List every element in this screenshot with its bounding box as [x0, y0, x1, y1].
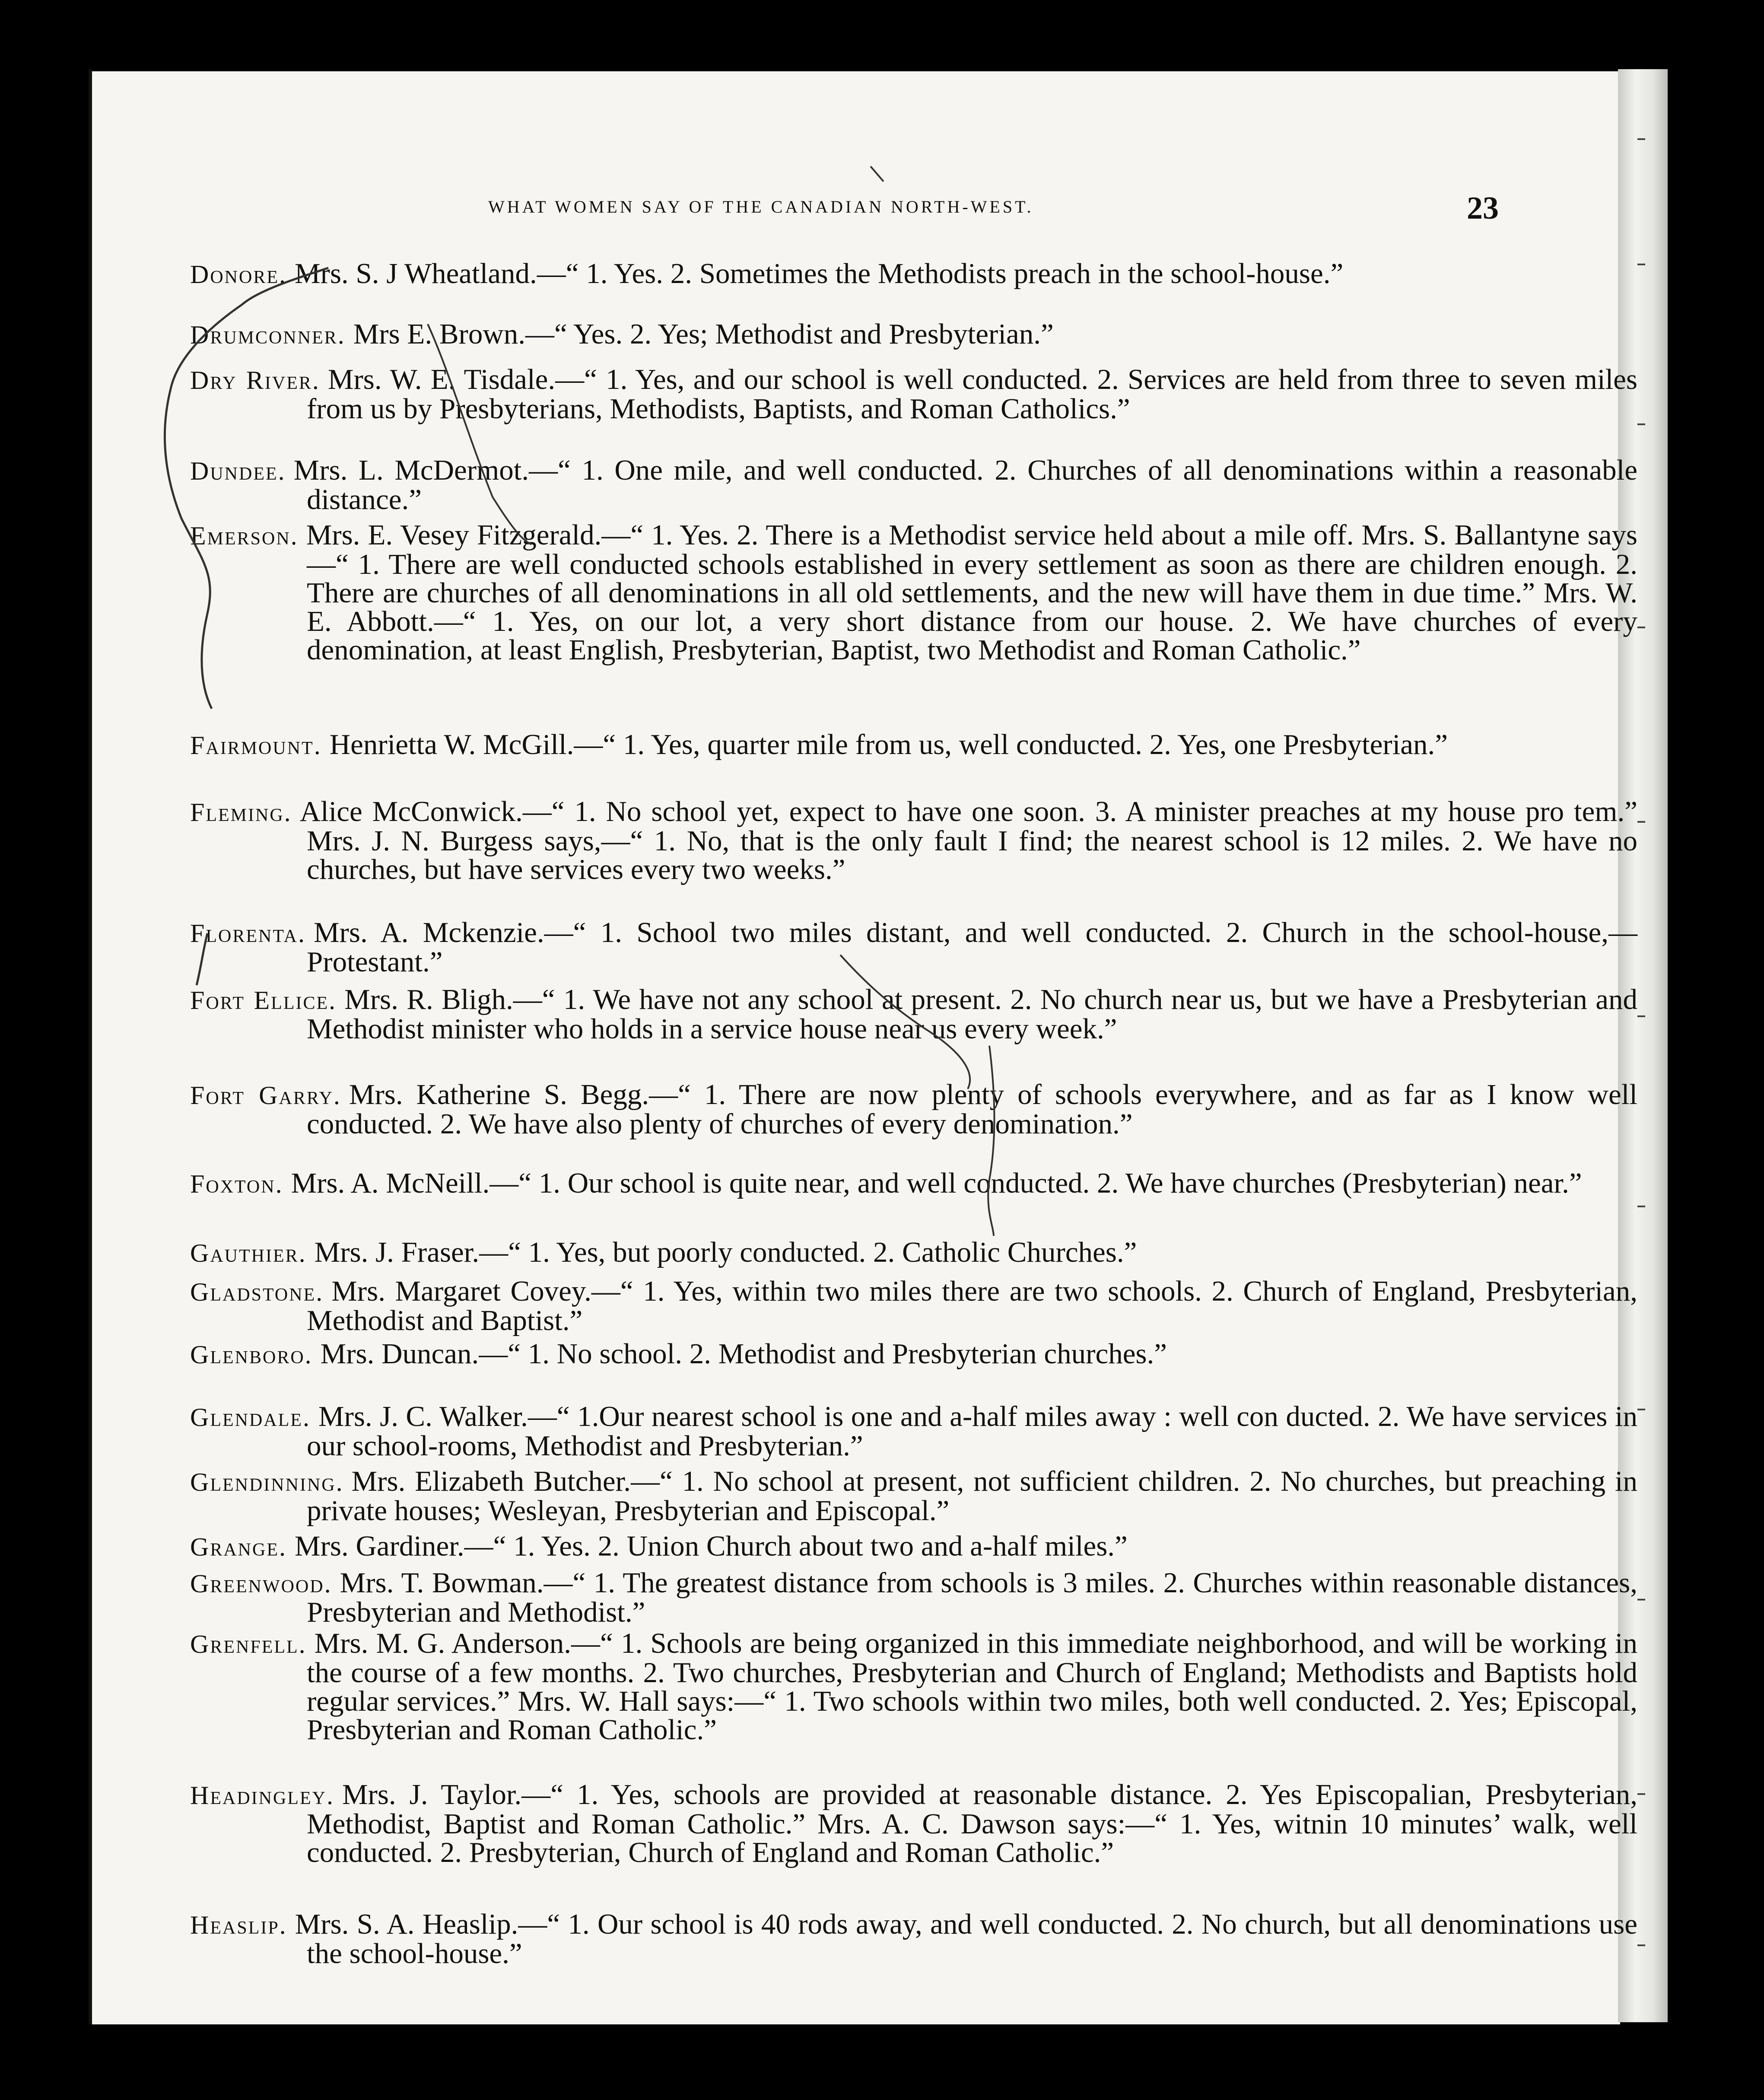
margin-mark	[1637, 1409, 1645, 1410]
place-name: Emerson.	[190, 522, 299, 550]
margin-mark	[1637, 1944, 1645, 1946]
entry-text: Mrs. Katherine S. Begg.—“ 1. There are now plenty of schools everywhere, and as far as I know well conducted. 2. We have also plenty of churches of every denomination.”	[307, 1079, 1637, 1140]
entry-heaslip	[190, 1910, 1637, 1968]
entry-text: Mrs. Elizabeth Butcher.—“ 1. No school at present, not sufficient children. 2. No churches, but preaching in private houses; Wesleyan, Presbyterian and Episcopal.”	[307, 1465, 1637, 1527]
place-name: Greenwood.	[190, 1569, 332, 1598]
entry-glenboro	[190, 1340, 1637, 1369]
place-name: Fort Ellice.	[190, 986, 337, 1015]
entry-gauthier	[190, 1238, 1637, 1267]
place-name: Dry River.	[190, 366, 320, 395]
entry-fort-garry	[190, 1080, 1637, 1138]
entry-text: Mrs E. Brown.—“ Yes. 2. Yes; Methodist and Presbyterian.”	[353, 318, 1054, 350]
page-left-border	[89, 69, 92, 2024]
entry-text: Mrs. S. A. Heaslip.—“ 1. Our school is 40 rods away, and well conducted. 2. No church, but all denominations use the school-house.”	[295, 1908, 1637, 1970]
place-name: Grenfell.	[190, 1630, 307, 1658]
place-name: Grange.	[190, 1533, 287, 1561]
place-name: Fort Garry.	[190, 1081, 341, 1110]
entry-text: Mrs. J. Taylor.—“ 1. Yes, schools are provided at reasonable distance. 2. Yes Episcopalian, Presbyterian, Methodist, Baptist and Roman Catholic.” Mrs. A. C. Dawson says:—“ 1. Yes, witnin 10 minutes’ walk, well conducted. 2. Presbyterian, Church of England and Roman Catholic.”	[307, 1779, 1637, 1868]
entry-donore	[190, 259, 1637, 289]
margin-mark	[1637, 138, 1645, 140]
entry-text: Mrs. T. Bowman.—“ 1. The greatest distance from schools is 3 miles. 2. Churches within reasonable distances, Presbyterian and Methodist.”	[307, 1567, 1637, 1628]
place-name: Gladstone.	[190, 1278, 324, 1306]
entry-text: Mrs. Margaret Covey.—“ 1. Yes, within two miles there are two schools. 2. Church of England, Presbyterian, Methodist and Baptist.”	[307, 1275, 1637, 1336]
entry-text: Mrs. E. Vesey Fitzgerald.—“ 1. Yes. 2. There is a Methodist service held about a mile off. Mrs. S. Ballantyne says—“ 1. There are well conducted schools established in every settlement as soon as there are children enough. 2. There are churches of all denominations in all old settlements, and the new will have them in due time.” Mrs. W. E. Abbott.—“ 1. Yes, on our lot, a very short distance from our house. 2. We have churches of every denomination, at least English, Presbyterian, Baptist, two Methodist and Roman Catholic.”	[306, 519, 1637, 666]
entry-gladstone	[190, 1277, 1637, 1335]
entry-text: Mrs. Duncan.—“ 1. No school. 2. Methodist and Presbyterian churches.”	[320, 1338, 1167, 1370]
place-name: Headingley.	[190, 1781, 334, 1810]
running-header: WHAT WOMEN SAY OF THE CANADIAN NORTH-WEST.	[488, 197, 1034, 216]
entry-greenwood	[190, 1569, 1637, 1626]
entry-text: Mrs. W. E. Tisdale.—“ 1. Yes, and our school is well conducted. 2. Services are held from three to seven miles from us by Presbyterians, Methodists, Baptists, and Roman Catholics.”	[307, 363, 1637, 425]
entry-text: Mrs. A. Mckenzie.—“ 1. School two miles distant, and well conducted. 2. Church in the school-house,—Protestant.”	[307, 916, 1637, 978]
margin-mark	[1637, 821, 1645, 823]
entry-text: Mrs. L. McDermot.—“ 1. One mile, and well conducted. 2. Churches of all denominations within a reasonable distance.”	[293, 454, 1637, 515]
entry-emerson	[190, 521, 1637, 664]
entry-fairmount	[190, 730, 1637, 760]
place-name: Fleming.	[190, 798, 292, 827]
place-name: Foxton.	[190, 1170, 283, 1198]
entry-glendale	[190, 1402, 1637, 1460]
entry-glendinning	[190, 1467, 1637, 1525]
entry-dundee	[190, 456, 1637, 514]
place-name: Glenboro.	[190, 1340, 313, 1369]
entry-foxton	[190, 1169, 1637, 1198]
entry-text: Henrietta W. McGill.—“ 1. Yes, quarter mile from us, well conducted. 2. Yes, one Presbyterian.”	[329, 729, 1448, 760]
place-name: Florenta.	[190, 919, 306, 948]
margin-mark	[1637, 1793, 1645, 1795]
entry-headingley	[190, 1780, 1637, 1867]
entry-fort-ellice	[190, 985, 1637, 1043]
place-name: Dundee.	[190, 457, 286, 485]
entry-grenfell	[190, 1629, 1637, 1744]
place-name: Drumconner.	[190, 321, 346, 349]
entry-drumconner	[190, 320, 1637, 349]
place-name: Glendinning.	[190, 1468, 344, 1496]
page-number: 23	[1467, 191, 1499, 226]
margin-mark	[1637, 1599, 1645, 1600]
place-name: Gauthier.	[190, 1239, 307, 1267]
margin-mark	[1637, 1206, 1645, 1207]
place-name: Heaslip.	[190, 1911, 287, 1939]
entry-fleming	[190, 797, 1637, 884]
margin-mark	[1637, 264, 1645, 265]
entry-text: Mrs. J. Fraser.—“ 1. Yes, but poorly conducted. 2. Catholic Churches.”	[314, 1236, 1137, 1268]
entry-text: Mrs. J. C. Walker.—“ 1.Our nearest school is one and a-half miles away : well con ducted. 2. We have services in our school-rooms, Methodist and Presbyterian.”	[307, 1400, 1637, 1462]
margin-mark	[1637, 1015, 1645, 1017]
place-name: Fairmount.	[190, 731, 322, 760]
entry-text: Mrs. R. Bligh.—“ 1. We have not any school at present. 2. No church near us, but we have a Presbyterian and Methodist minister who holds in a service house near us every week.”	[307, 983, 1637, 1045]
margin-mark	[1637, 627, 1645, 628]
entry-text: Alice McConwick.—“ 1. No school yet, expect to have one soon. 3. A minister preaches at my house pro tem.” Mrs. J. N. Burgess says,—“ 1. No, that is the only fault I find; the nearest school is 12 miles. 2. We have no churches, but have services every two weeks.”	[299, 795, 1637, 885]
margin-mark	[1637, 423, 1645, 425]
place-name: Donore.	[190, 260, 287, 289]
entry-dry-river	[190, 365, 1637, 423]
entry-text: Mrs. Gardiner.—“ 1. Yes. 2. Union Church about two and a-half miles.”	[295, 1530, 1128, 1562]
place-name: Glendale.	[190, 1403, 311, 1432]
entry-florenta	[190, 918, 1637, 976]
entry-text: Mrs. A. McNeill.—“ 1. Our school is quite near, and well conducted. 2. We have churches (Presbyterian) near.”	[291, 1167, 1582, 1199]
entry-text: Mrs. S. J Wheatland.—“ 1. Yes. 2. Sometimes the Methodists preach in the school-house.”	[295, 258, 1344, 290]
entry-text: Mrs. M. G. Anderson.—“ 1. Schools are being organized in this immediate neighborhood, and will be working in the course of a few months. 2. Two churches, Presbyterian and Church of England; Methodists and Baptists hold regular services.” Mrs. W. Hall says:—“ 1. Two schools within two miles, both well conducted. 2. Yes; Episcopal, Presbyterian and Roman Catholic.”	[307, 1627, 1637, 1746]
entry-grange	[190, 1532, 1637, 1561]
